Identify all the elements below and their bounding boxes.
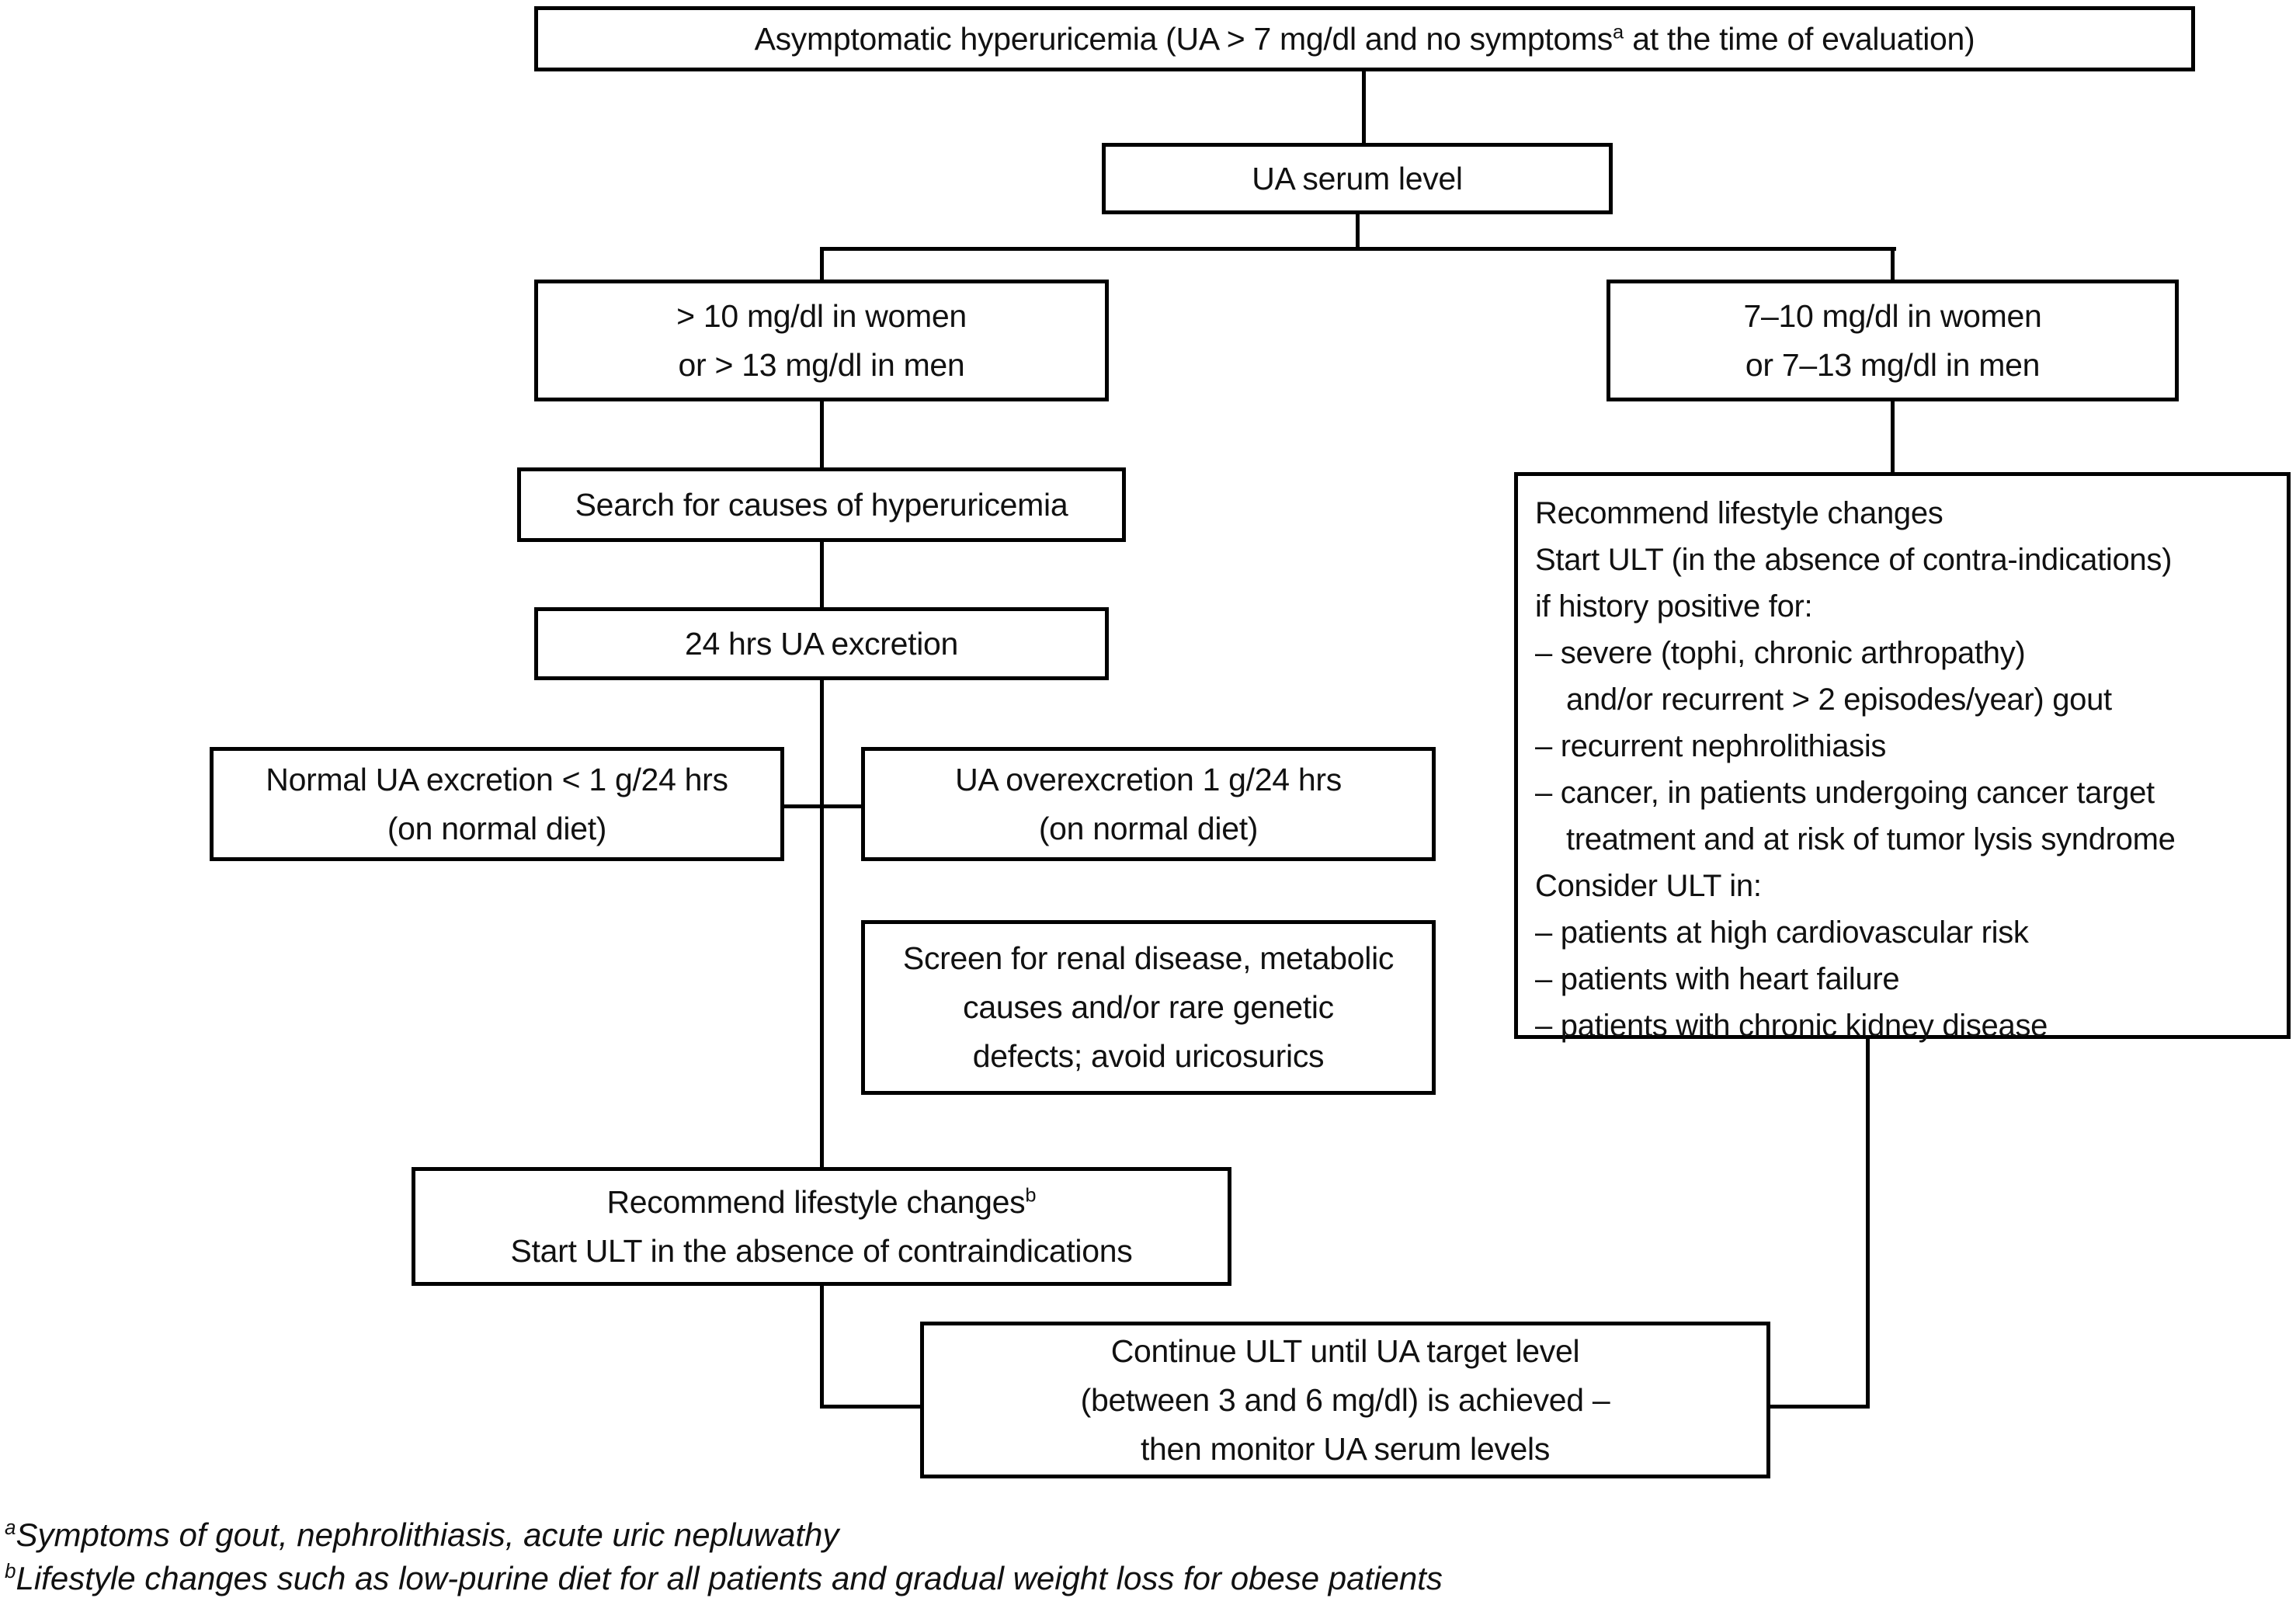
connector-search-to-excretion: [820, 540, 824, 609]
ua-excretion-24h-label: 24 hrs UA excretion: [684, 625, 959, 662]
connector-split-to-high-branch: [820, 247, 824, 281]
high-level-branch-line1: > 10 mg/dl in women: [676, 297, 967, 334]
node-ua-serum-level: [1102, 143, 1613, 214]
ult-recommendations-line12: – patients with chronic kidney disease: [1535, 1009, 2048, 1043]
ult-recommendations-line10: – patients at high cardiovascular risk: [1535, 915, 2029, 950]
overexcretion-line1: UA overexcretion 1 g/24 hrs: [955, 761, 1342, 797]
continue-ult-line3: then monitor UA serum levels: [1140, 1430, 1551, 1467]
top-condition-text-part1: Asymptomatic hyperuricemia (UA > 7 mg/dl and no symptoms: [754, 20, 1613, 57]
top-condition-text-part2: at the time of evaluation): [1624, 20, 1975, 57]
node-continue-ult: [920, 1322, 1770, 1478]
normal-excretion-line2: (on normal diet): [387, 810, 607, 846]
ult-recommendations-line11: – patients with heart failure: [1535, 962, 1900, 996]
connector-excretion-to-lifestyle: [820, 679, 824, 1169]
node-search-causes: [517, 467, 1126, 542]
high-level-branch-line2: or > 13 mg/dl in men: [678, 346, 965, 383]
footnote-b: [5, 1559, 1443, 1598]
ult-recommendations-line7: – cancer, in patients undergoing cancer target: [1535, 776, 2155, 810]
screen-renal-line2: causes and/or rare genetic: [963, 989, 1334, 1025]
footnote-a-marker: a: [5, 1516, 16, 1539]
ult-recommendations-line3: if history positive for:: [1535, 589, 1813, 624]
search-causes-label: Search for causes of hyperuricemia: [575, 486, 1068, 523]
footnote-a-text: Symptoms of gout, nephrolithiasis, acute uric nepluwathy: [16, 1516, 839, 1553]
ult-recommendations-line8: treatment and at risk of tumor lysis syndrome: [1566, 822, 2176, 856]
connector-high-branch-to-search: [820, 400, 824, 469]
screen-renal-line3: defects; avoid uricosurics: [972, 1038, 1325, 1074]
ult-recommendations-line4: – severe (tophi, chronic arthropathy): [1535, 636, 2026, 670]
continue-ult-line1: Continue ULT until UA target level: [1110, 1332, 1580, 1369]
connector-split-horizontal: [820, 247, 1896, 251]
top-condition-sup-a: a: [1613, 20, 1624, 43]
ult-recommendations-line6: – recurrent nephrolithiasis: [1535, 729, 1887, 763]
lifestyle-line1-text: Recommend lifestyle changes: [606, 1183, 1026, 1220]
node-normal-excretion: [210, 747, 784, 861]
ua-serum-level-label: UA serum level: [1252, 160, 1463, 196]
node-overexcretion: [861, 747, 1436, 861]
node-ua-excretion-24h: [534, 607, 1109, 680]
normal-excretion-line1: Normal UA excretion < 1 g/24 hrs: [266, 761, 728, 797]
footnote-a: [5, 1516, 839, 1555]
footnote-b-text: Lifestyle changes such as low-purine diet for all patients and gradual weight loss for obese patients: [16, 1560, 1443, 1596]
overexcretion-line2: (on normal diet): [1038, 810, 1259, 846]
node-lifestyle-start-ult: [412, 1167, 1231, 1286]
footnote-b-marker: b: [5, 1559, 16, 1582]
ult-recommendations-line9: Consider ULT in:: [1535, 869, 1762, 903]
top-condition-label: [755, 15, 1975, 64]
connector-lifestyle-to-continue: [820, 1405, 922, 1409]
lifestyle-start-ult-line2: Start ULT in the absence of contraindications: [510, 1232, 1133, 1269]
moderate-level-branch-line2: or 7–13 mg/dl in men: [1745, 346, 2041, 383]
screen-renal-line1: Screen for renal disease, metabolic: [902, 940, 1395, 976]
moderate-level-branch-line1: 7–10 mg/dl in women: [1743, 297, 2042, 334]
connector-normal-to-overexcretion: [783, 804, 863, 808]
connector-lifestyle-down: [820, 1284, 824, 1409]
connector-ult-box-to-continue: [1769, 1405, 1870, 1409]
node-top-condition: [534, 6, 2195, 71]
lifestyle-start-ult-line1: [607, 1178, 1037, 1227]
connector-ult-box-down: [1866, 1037, 1870, 1409]
ult-recommendations-line2: Start ULT (in the absence of contra-indications): [1535, 543, 2173, 577]
ult-recommendations-line1: Recommend lifestyle changes: [1535, 496, 1943, 530]
node-high-level-branch: [534, 280, 1109, 401]
continue-ult-line2: (between 3 and 6 mg/dl) is achieved –: [1080, 1381, 1610, 1418]
connector-top-to-serum: [1362, 71, 1366, 144]
node-ult-recommendations: [1514, 472, 2291, 1043]
connector-split-to-moderate-branch: [1891, 247, 1895, 281]
connector-moderate-branch-to-ult-box: [1891, 400, 1895, 474]
node-screen-renal: [861, 920, 1436, 1095]
ult-recommendations-line5: and/or recurrent > 2 episodes/year) gout: [1566, 683, 2112, 717]
lifestyle-sup-b: b: [1025, 1183, 1037, 1206]
connector-serum-to-split: [1356, 213, 1360, 250]
node-moderate-level-branch: [1607, 280, 2179, 401]
